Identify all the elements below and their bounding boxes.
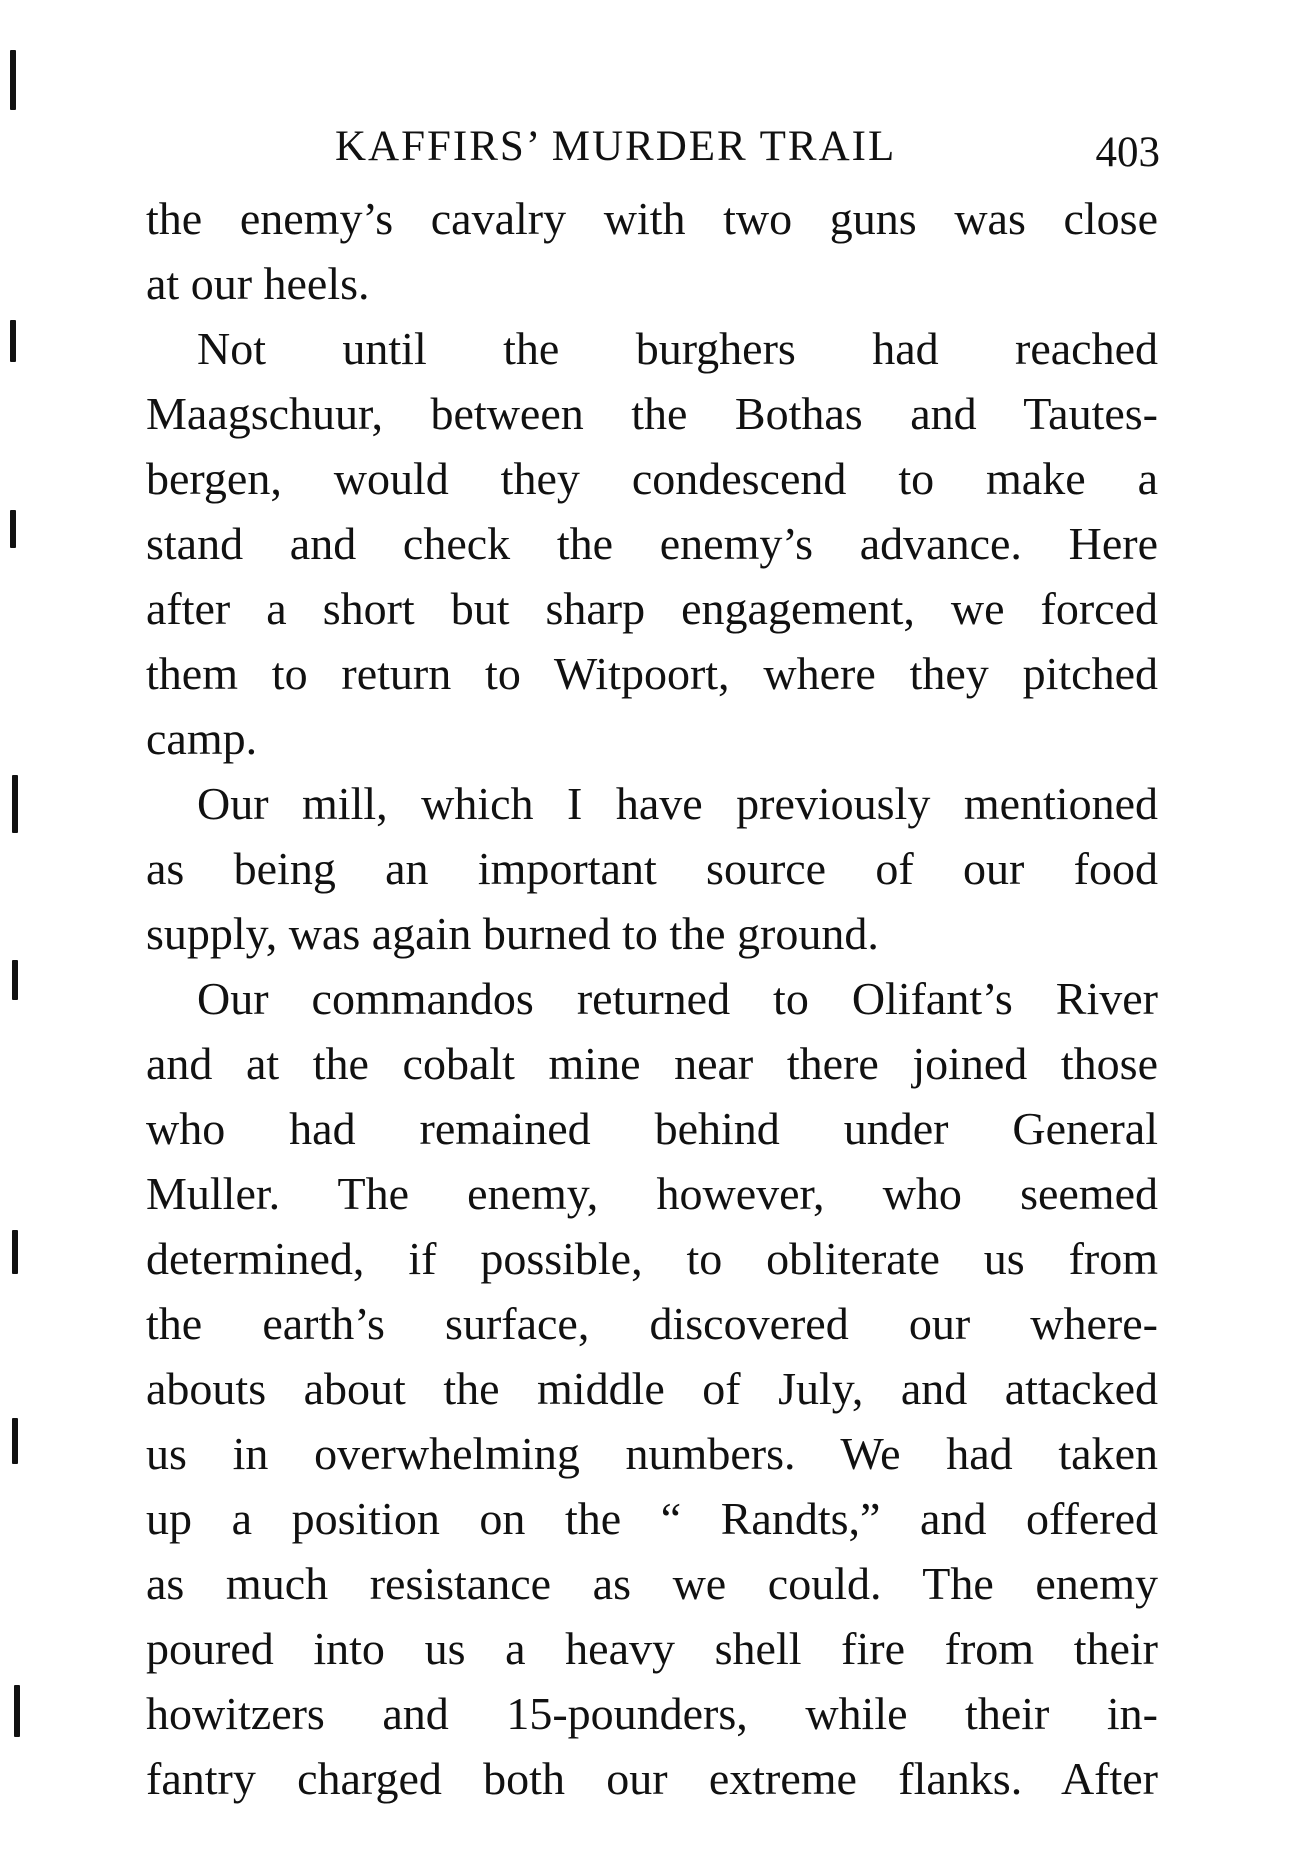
margin-mark — [10, 510, 16, 548]
text-line: bergen, would they condescend to make a — [146, 453, 1158, 504]
text-line: Our mill, which I have previously mentioned — [197, 778, 1158, 829]
text-line: stand and check the enemy’s advance. Here — [146, 518, 1158, 569]
text-line: Our commandos returned to Olifant’s River — [197, 973, 1158, 1024]
margin-mark — [12, 960, 18, 1000]
text-line: up a position on the “ Randts,” and offered — [146, 1493, 1158, 1544]
margin-mark — [12, 1230, 18, 1274]
body-text — [146, 186, 1158, 1811]
text-line: abouts about the middle of July, and attacked — [146, 1363, 1158, 1414]
text-line: camp. — [146, 713, 258, 764]
text-line: howitzers and 15-pounders, while their in- — [146, 1688, 1158, 1739]
text-line: determined, if possible, to obliterate us from — [146, 1233, 1158, 1284]
margin-mark — [12, 775, 18, 833]
binding-margin-marks — [0, 0, 40, 1856]
text-line: as being an important source of our food — [146, 843, 1158, 894]
running-title: KAFFIRS’ MURDER TRAIL — [335, 123, 897, 170]
text-line: the enemy’s cavalry with two guns was close — [146, 193, 1158, 244]
text-line: who had remained behind under General — [146, 1103, 1158, 1154]
page-number: 403 — [1095, 129, 1160, 176]
text-line: fantry charged both our extreme flanks. After — [146, 1753, 1158, 1804]
text-line: Muller. The enemy, however, who seemed — [146, 1168, 1158, 1219]
running-head — [140, 122, 1160, 182]
text-line: at our heels. — [146, 258, 370, 309]
text-line: after a short but sharp engagement, we forced — [146, 583, 1158, 634]
text-line: Maagschuur, between the Bothas and Tautes- — [146, 388, 1158, 439]
text-line: and at the cobalt mine near there joined those — [146, 1038, 1158, 1089]
margin-mark — [10, 50, 16, 110]
text-line: supply, was again burned to the ground. — [146, 908, 879, 959]
text-line: them to return to Witpoort, where they pitched — [146, 648, 1158, 699]
margin-mark — [12, 1418, 18, 1464]
text-line: us in overwhelming numbers. We had taken — [146, 1428, 1158, 1479]
margin-mark — [10, 320, 16, 362]
text-line: poured into us a heavy shell fire from their — [146, 1623, 1158, 1674]
text-line: as much resistance as we could. The enemy — [146, 1558, 1158, 1609]
text-line: Not until the burghers had reached — [197, 323, 1158, 374]
text-line: the earth’s surface, discovered our where- — [146, 1298, 1158, 1349]
margin-mark — [14, 1685, 20, 1737]
